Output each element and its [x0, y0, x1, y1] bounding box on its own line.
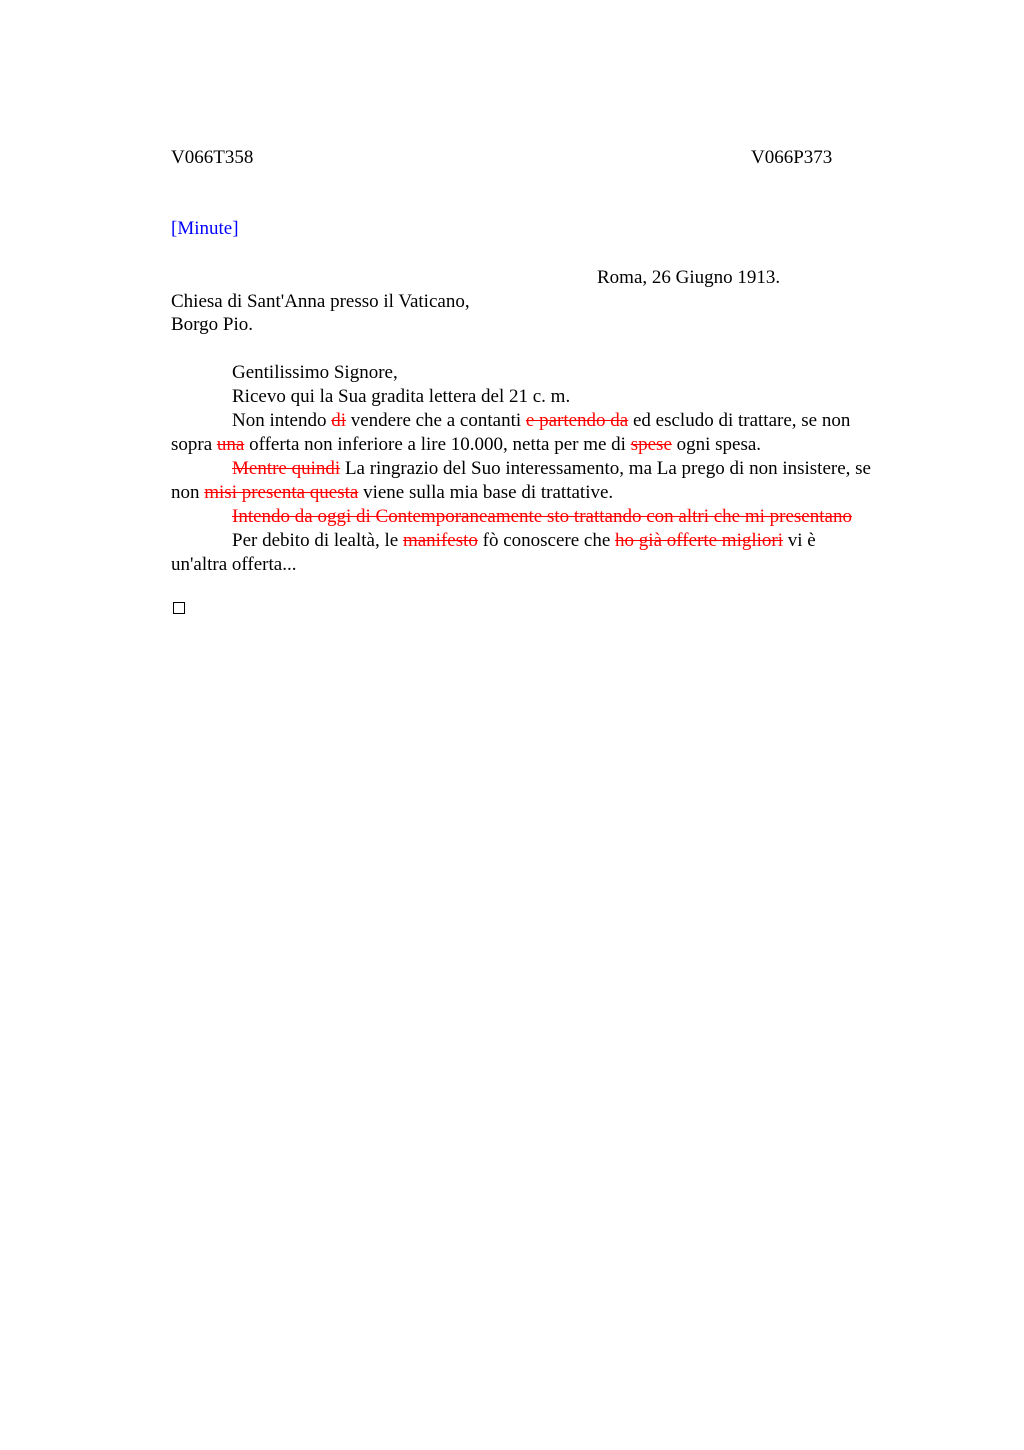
address-line-2: Borgo Pio. — [171, 314, 254, 335]
document-code-left: V066T358 — [171, 147, 254, 168]
deleted-text: spese — [630, 434, 672, 455]
text-run: ogni spesa. — [671, 434, 762, 455]
deleted-text: ho già offerte migliori — [615, 530, 784, 551]
paragraph-3-line-1 — [171, 457, 931, 481]
text-run: offerta non inferiore a lire 10.000, netta per me di — [244, 434, 631, 455]
deleted-text: di — [331, 410, 346, 431]
paragraph-2-line-1 — [171, 409, 931, 433]
text-run: viene sulla mia base di trattative. — [358, 482, 614, 503]
paragraph-5-line-2: un'altra offerta... — [171, 554, 297, 575]
paragraph-4 — [171, 505, 931, 529]
text-run: La ringrazio del Suo interessamento, ma La prego di non insistere, se — [340, 458, 871, 479]
deleted-text: Intendo da oggi di Contemporaneamente sto trattando con altri che mi presentano — [232, 506, 852, 527]
paragraph-1: Ricevo qui la Sua gradita lettera del 21 c. m. — [232, 386, 571, 407]
deleted-text: Mentre quindi — [232, 458, 341, 479]
text-run: Non intendo — [232, 410, 332, 431]
text-run: vi è — [783, 530, 816, 551]
minute-label: [Minute] — [171, 218, 239, 239]
salutation: Gentilissimo Signore, — [232, 362, 398, 383]
address-line-1: Chiesa di Sant'Anna presso il Vaticano, — [171, 291, 470, 312]
text-run: Per debito di lealtà, le — [232, 530, 403, 551]
paragraph-5-line-1 — [171, 529, 931, 553]
document-code-right: V066P373 — [751, 147, 833, 168]
deleted-text: una — [216, 434, 245, 455]
text-run: ed escludo di trattare, se non — [628, 410, 851, 431]
date-line: Roma, 26 Giugno 1913. — [597, 267, 781, 288]
end-marker-box-icon — [173, 602, 185, 614]
deleted-text: manifesto — [402, 530, 478, 551]
text-run: sopra — [171, 434, 217, 455]
paragraph-3-line-2 — [171, 481, 931, 505]
deleted-text: misi presenta questa — [204, 482, 359, 503]
paragraph-2-line-2 — [171, 433, 931, 457]
text-run: non — [171, 482, 205, 503]
letter-body — [171, 361, 931, 577]
text-run: vendere che a contanti — [346, 410, 526, 431]
deleted-text: e partendo da — [525, 410, 629, 431]
text-run: fò conoscere che — [477, 530, 616, 551]
